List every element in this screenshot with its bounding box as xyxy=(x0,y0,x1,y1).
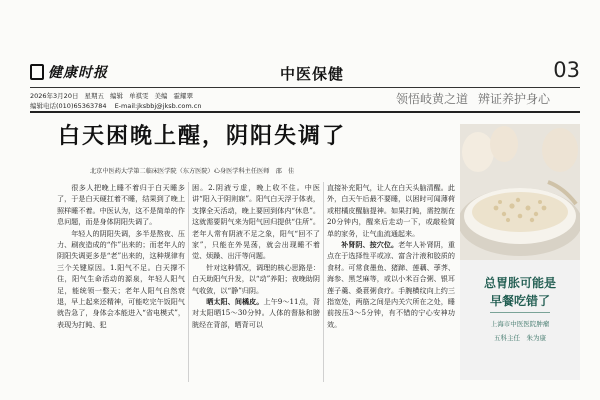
issue-date: 2026年3月20日 xyxy=(30,92,79,100)
paragraph: 直接补充阳气，让人在白天头脑清醒。此外，白天午后最不要睡，以困时可闻薄荷或柑橘皮醒脑提神。如果打盹，需控制在20分钟内，醒来后走动一下，或敲检简单的家务，让气血流通起来。 xyxy=(327,183,455,238)
masthead-bottom-rule xyxy=(30,111,580,113)
subsection-label: 晒太阳、间橘皮。 xyxy=(206,297,264,307)
paragraph: 年轻人的阴阳失调，多半是熬夜、压力、刷夜造成的“作”出来的；而老年人的阴阳失调更多是“老”出来的，这种规律有三个关键原因。1.阳气不足。白天撑不住，阳气生命活动的源泉，年轻人阳气足，能统领一整天；老年人阳气自然衰退，早上起来还精神，可能吃完午饭阳气就告急了，身体会本能进入“省电模式”，表现为打盹、犯 xyxy=(57,228,185,329)
logo-text: 健康时报 xyxy=(48,65,108,81)
paragraph: 很多人把晚上睡不着归于白天睡多了，于是白天硬扛着不睡，结果到了晚上照样睡不着。中医认为，这不是简单的作息问题，而是身体阴阳失调了。 xyxy=(57,183,185,227)
editor-email: E-mail:jksbbj@jksb.com.cn xyxy=(114,102,202,110)
contact-info xyxy=(30,101,209,110)
masthead xyxy=(30,58,580,110)
column-divider xyxy=(323,182,324,382)
related-hospital: 上海市中医医院肿瘤 xyxy=(490,320,550,328)
issue-weekday: 星期五 xyxy=(84,92,104,100)
article-column-1 xyxy=(57,182,185,330)
related-title-line-2: 早餐吃错了 xyxy=(489,294,550,308)
editor-label: 编辑 xyxy=(109,92,123,100)
article-headline: 白天困晚上醒，阴阳失调了 xyxy=(58,124,347,149)
related-article-box xyxy=(460,260,580,380)
paragraph xyxy=(327,239,455,330)
designer-label: 美编 xyxy=(154,92,168,100)
editor-name: 单祺雯 xyxy=(128,92,149,100)
newspaper-logo xyxy=(30,62,140,84)
logo-mark-icon xyxy=(30,64,44,80)
section-slogans xyxy=(386,90,550,107)
masthead-rule xyxy=(30,87,580,88)
subsection-label: 补肾阴、按穴位。 xyxy=(341,240,399,250)
subsection-text: 上午9～11点，背对太阳晒15～30分钟。人体的督脉和膀胱经在背部，晒背可以 xyxy=(192,297,320,329)
article-byline: 北京中医药大学第二临床医学院（东方医院）心身医学科主任医师 邵 佳 xyxy=(90,168,295,175)
related-author: 五科主任 朱为康 xyxy=(494,334,546,342)
paragraph: 困。2.阴液亏虚，晚上收不住。中医讲“阳入于阴则寐”。阳气白天浮于体表，支撑全天活动，晚上要回到体内“休息”。这就需要阴气来为阳气回归提供“住所”。老年人常有阴液不足之象，阳气“回不了家”，只能在外晃荡，就会出现睡不着觉、烦躁、出汗等问题。 xyxy=(192,183,320,261)
article-column-3 xyxy=(327,182,455,330)
page-number: 03 xyxy=(553,58,580,82)
breakfast-illustration xyxy=(460,124,580,260)
paragraph xyxy=(192,296,320,330)
column-divider xyxy=(188,182,189,382)
slogan-left: 领悟岐黄之道 xyxy=(396,92,469,106)
related-title-line-1: 总胃胀可能是 xyxy=(483,276,556,290)
related-divider xyxy=(490,312,550,313)
issue-info xyxy=(30,91,199,100)
subsection-text: 老年人补肾阴，重点在于选择性平或凉、富含汁液和胶质的食材。可常食墨鱼、猪蹄、莲藕、荸荠、海参、黑芝麻等，或以小米百合粥、银耳莲子羹、桑葚粥食疗。手腕横纹向上约三指宽处，两筋之间是内关穴所在之处，睡前按压3～5分钟，有不错的宁心安神功效。 xyxy=(327,240,456,329)
designer-name: 霍耀翠 xyxy=(173,92,193,100)
editor-phone: 编辑电话(010)65363784 xyxy=(30,102,107,110)
breakfast-photo xyxy=(460,124,580,260)
section-title: 中医保健 xyxy=(280,65,345,83)
article-column-2 xyxy=(192,182,320,330)
slogan-right: 辨证养护身心 xyxy=(478,92,551,106)
paragraph: 针对这种情况，调理的核心思路是：白天助阳气升发，以“动”养阳；夜晚助阴气收敛，以“静”归阴。 xyxy=(192,262,320,295)
